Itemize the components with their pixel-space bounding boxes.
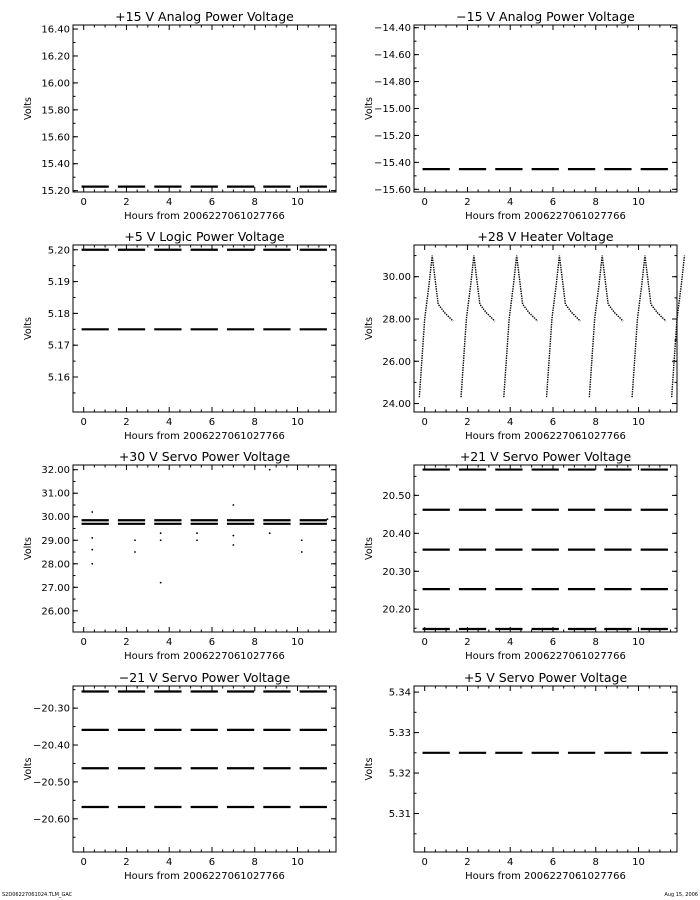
data-point [91, 537, 93, 539]
x-tick-label: 10 [632, 637, 645, 648]
y-axis-label: Volts [364, 317, 375, 340]
chart-panel [364, 670, 677, 882]
data-point [91, 511, 93, 513]
x-tick-label: 2 [464, 637, 471, 648]
chart-title: −21 V Servo Power Voltage [118, 670, 291, 685]
y-tick-label: 15.40 [41, 159, 70, 171]
chart-title: +5 V Logic Power Voltage [124, 229, 285, 244]
x-tick-label: 4 [507, 857, 514, 868]
x-tick-label: 2 [464, 417, 471, 428]
x-tick-label: 10 [632, 417, 645, 428]
y-tick-label: 16.40 [41, 24, 70, 36]
y-tick-label: 27.00 [41, 582, 70, 594]
y-axis-label: Volts [364, 97, 375, 120]
x-tick-label: 0 [80, 197, 87, 208]
x-axis-label: Hours from 2006227061027766 [465, 211, 626, 222]
y-tick-label: −15.00 [373, 104, 411, 115]
y-tick-label: −20.40 [32, 740, 70, 752]
heater-cycle-series [589, 256, 623, 398]
x-tick-label: 8 [592, 857, 599, 868]
x-tick-label: 8 [251, 417, 258, 428]
x-tick-label: 4 [166, 417, 173, 428]
data-point [301, 539, 303, 541]
chart-panel [364, 449, 677, 662]
chart-title: +30 V Servo Power Voltage [118, 449, 291, 464]
heater-cycle-series [461, 256, 495, 398]
plot-frame [414, 465, 677, 632]
y-tick-label: 5.16 [47, 372, 70, 384]
x-tick-label: 10 [291, 857, 304, 868]
x-tick-label: 0 [421, 197, 428, 208]
data-point [327, 518, 329, 520]
x-tick-label: 8 [592, 637, 599, 648]
heater-cycle-series [632, 256, 666, 398]
y-axis-label: Volts [23, 97, 34, 120]
data-point [134, 551, 136, 553]
y-tick-label: −20.50 [32, 777, 70, 789]
y-tick-label: 20.20 [382, 604, 411, 616]
heater-cycle-series [504, 256, 538, 398]
y-tick-label: 5.31 [388, 809, 411, 821]
y-tick-label: 5.19 [47, 277, 70, 289]
y-tick-label: 5.20 [47, 245, 70, 257]
y-tick-label: −15.40 [373, 157, 411, 169]
chart-title: +21 V Servo Power Voltage [459, 449, 632, 464]
y-tick-label: 26.00 [382, 356, 411, 368]
x-tick-label: 4 [507, 197, 514, 208]
x-tick-label: 10 [291, 637, 304, 648]
x-axis-label: Hours from 2006227061027766 [124, 211, 285, 222]
y-tick-label: 29.00 [41, 535, 70, 547]
x-tick-label: 4 [166, 637, 173, 648]
chart-title: +5 V Servo Power Voltage [463, 670, 628, 685]
chart-panel [364, 229, 684, 442]
x-axis-label: Hours from 2006227061027766 [124, 871, 285, 882]
y-tick-label: 28.00 [382, 314, 411, 326]
x-tick-label: 2 [123, 637, 130, 648]
chart-title: +28 V Heater Voltage [477, 229, 614, 244]
x-axis-label: Hours from 2006227061027766 [124, 431, 285, 442]
y-tick-label: 15.80 [41, 105, 70, 117]
data-point [232, 504, 234, 506]
plot-frame [414, 245, 677, 412]
x-tick-label: 6 [208, 417, 216, 428]
y-tick-label: −14.40 [373, 23, 411, 35]
y-tick-label: 32.00 [41, 465, 70, 477]
x-tick-label: 0 [421, 857, 428, 868]
x-tick-label: 6 [549, 637, 557, 648]
y-axis-label: Volts [23, 537, 34, 560]
data-point [91, 549, 93, 551]
y-tick-label: 30.00 [41, 512, 70, 524]
x-tick-label: 0 [421, 417, 428, 428]
x-tick-label: 8 [251, 197, 258, 208]
x-axis-label: Hours from 2006227061027766 [124, 651, 285, 662]
y-tick-label: −15.20 [373, 130, 411, 142]
x-tick-label: 2 [464, 857, 471, 868]
y-tick-label: −14.60 [373, 50, 411, 62]
x-tick-label: 0 [80, 417, 87, 428]
x-tick-label: 8 [251, 857, 258, 868]
y-tick-label: −20.30 [32, 703, 70, 715]
data-point [269, 532, 271, 534]
y-axis-label: Volts [364, 537, 375, 560]
x-tick-label: 10 [632, 857, 645, 868]
heater-cycle-series [419, 256, 453, 398]
plot-frame [414, 686, 677, 852]
x-tick-label: 10 [291, 417, 304, 428]
y-tick-label: 26.00 [41, 606, 70, 618]
y-tick-label: 5.18 [47, 308, 70, 320]
y-tick-label: 28.00 [41, 559, 70, 571]
y-tick-label: 31.00 [41, 488, 70, 500]
x-tick-label: 6 [208, 197, 216, 208]
y-tick-label: 24.00 [382, 399, 411, 411]
chart-panel [23, 449, 336, 662]
data-point [160, 582, 162, 584]
footer-filename: S2D06227061024.TLM_GAC [2, 892, 73, 898]
plot-frame [73, 25, 336, 192]
x-tick-label: 0 [80, 637, 87, 648]
x-tick-label: 8 [251, 637, 258, 648]
data-point [196, 539, 198, 541]
x-tick-label: 8 [592, 197, 599, 208]
y-axis-label: Volts [23, 757, 34, 781]
x-tick-label: 6 [208, 637, 216, 648]
x-tick-label: 2 [123, 417, 130, 428]
y-axis-label: Volts [23, 317, 34, 340]
data-point [160, 539, 162, 541]
y-tick-label: 5.17 [47, 340, 70, 352]
data-point [232, 535, 234, 537]
x-tick-label: 2 [464, 197, 471, 208]
x-tick-label: 4 [507, 637, 514, 648]
x-tick-label: 0 [421, 637, 428, 648]
y-tick-label: −14.80 [373, 77, 411, 89]
y-tick-label: 5.34 [388, 687, 411, 699]
x-tick-label: 4 [166, 857, 173, 868]
chart-title: +15 V Analog Power Voltage [115, 9, 294, 24]
x-tick-label: 0 [80, 857, 87, 868]
x-axis-label: Hours from 2006227061027766 [465, 431, 626, 442]
x-tick-label: 8 [592, 417, 599, 428]
y-tick-label: 20.50 [382, 490, 411, 502]
y-tick-label: 30.00 [382, 272, 411, 284]
y-tick-label: −15.60 [373, 184, 411, 196]
chart-panel [23, 229, 336, 442]
y-tick-label: 5.33 [388, 728, 411, 740]
heater-cycle-series [547, 256, 581, 398]
x-axis-label: Hours from 2006227061027766 [465, 871, 626, 882]
x-axis-label: Hours from 2006227061027766 [465, 651, 626, 662]
y-tick-label: 20.30 [382, 566, 411, 578]
data-point [91, 563, 93, 565]
data-point [134, 539, 136, 541]
data-point [160, 532, 162, 534]
footer-date: Aug 15, 2006 [664, 892, 698, 898]
x-tick-label: 4 [507, 417, 514, 428]
y-tick-label: −20.60 [32, 814, 70, 826]
data-point [196, 532, 198, 534]
chart-title: −15 V Analog Power Voltage [456, 9, 635, 24]
plot-frame [414, 25, 677, 192]
x-tick-label: 4 [166, 197, 173, 208]
x-tick-label: 10 [632, 197, 645, 208]
y-tick-label: 15.20 [41, 186, 70, 198]
x-tick-label: 6 [549, 857, 557, 868]
x-tick-label: 6 [549, 417, 557, 428]
data-point [301, 551, 303, 553]
chart-panel [23, 670, 336, 882]
y-tick-label: 20.40 [382, 528, 411, 540]
y-tick-label: 16.20 [41, 51, 70, 63]
x-tick-label: 6 [208, 857, 216, 868]
chart-panel [23, 9, 336, 222]
plot-frame [73, 465, 336, 632]
y-tick-label: 5.32 [388, 768, 411, 780]
y-tick-label: 16.00 [41, 78, 70, 90]
data-point [232, 544, 234, 546]
data-point [269, 469, 271, 471]
x-tick-label: 2 [123, 197, 130, 208]
x-tick-label: 2 [123, 857, 130, 868]
x-tick-label: 10 [291, 197, 304, 208]
chart-panel [364, 9, 677, 222]
x-tick-label: 6 [549, 197, 557, 208]
y-axis-label: Volts [364, 757, 375, 781]
y-tick-label: 15.60 [41, 132, 70, 144]
